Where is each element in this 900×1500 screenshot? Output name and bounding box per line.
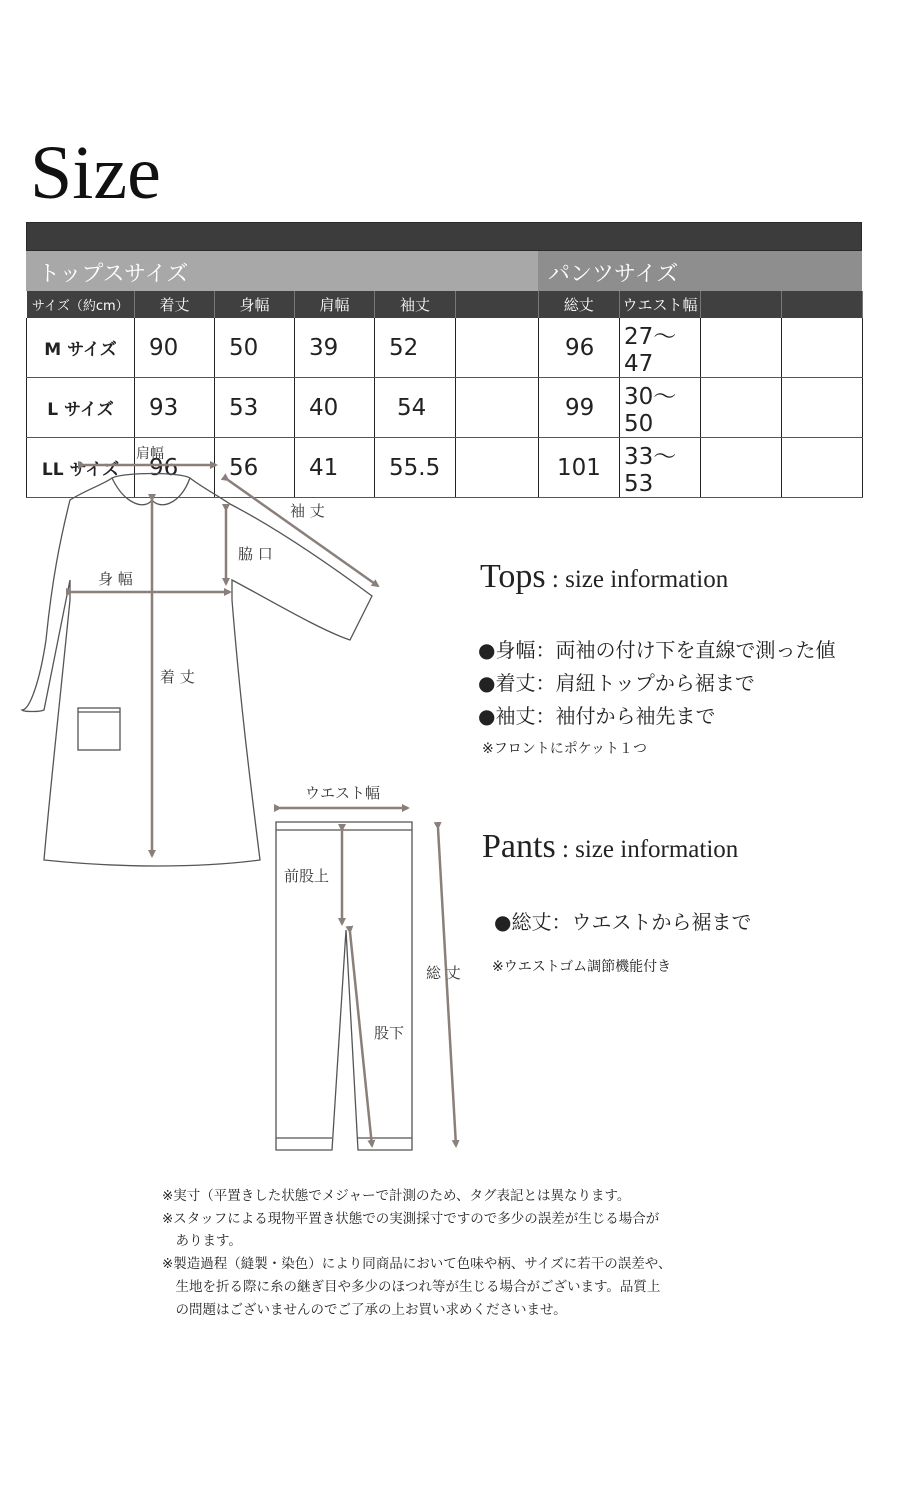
tops-note-3: ●袖丈：袖付から袖先まで	[478, 704, 716, 728]
cell: 90	[135, 318, 215, 378]
cell: 93	[135, 378, 215, 438]
tops-heading-sub: : size information	[545, 566, 729, 593]
footnote-line-2: ※スタッフによる現物平置き状態での実測採寸ですので多少の誤差が生じる場合が	[162, 1211, 660, 1227]
row-label: M サイズ	[27, 318, 135, 378]
tops-heading	[480, 558, 728, 596]
cell: 27～47	[620, 318, 701, 378]
col-header-waist: ウエスト幅	[620, 291, 701, 318]
label-matashita: 股下	[374, 1024, 405, 1042]
pants-heading-text: Pants	[482, 828, 556, 865]
cell: 55.5	[375, 438, 456, 498]
footnote-line-6: の問題はございませんのでご了承の上お買い求めくださいませ。	[162, 1302, 567, 1318]
col-header-kataha: 肩幅	[295, 291, 375, 318]
col-header-size: サイズ（約cm）	[27, 291, 135, 318]
label-soutake: 総 丈	[426, 964, 461, 982]
cell: 101	[539, 438, 620, 498]
label-maematagami: 前股上	[284, 867, 330, 885]
cell: 39	[295, 318, 375, 378]
tops-note-1: ●身幅：両袖の付け下を直線で測った値	[478, 638, 836, 662]
footnote-line-1: ※実寸（平置きした状態でメジャーで計測のため、タグ表記とは異なります。	[162, 1188, 631, 1204]
cell: 53	[215, 378, 295, 438]
col-header-kitake: 着丈	[135, 291, 215, 318]
tops-heading-text: Tops	[480, 558, 546, 595]
pants-heading-sub: : size information	[555, 836, 739, 863]
row-label: LL サイズ	[27, 438, 135, 498]
cell: 96	[539, 318, 620, 378]
label-mihaba: 身 幅	[98, 570, 133, 588]
tops-small-note: ※フロントにポケット１つ	[482, 741, 648, 757]
footnote-line-3: あります。	[162, 1233, 242, 1249]
cell: 96	[135, 438, 215, 498]
page-title: Size	[30, 131, 161, 215]
cell: 50	[215, 318, 295, 378]
cell: 99	[539, 378, 620, 438]
footnote-line-5: 生地を折る際に糸の継ぎ目や多少のほつれ等が生じる場合がございます。品質上	[162, 1279, 661, 1295]
cell: 33～53	[620, 438, 701, 498]
cell: 41	[295, 438, 375, 498]
label-sodetake: 袖 丈	[290, 502, 325, 520]
label-kataha: 肩幅	[136, 446, 164, 462]
tops-size-label: トップスサイズ	[38, 262, 189, 287]
col-header-mihaba: 身幅	[215, 291, 295, 318]
tops-note-2: ●着丈：肩紐トップから裾まで	[478, 671, 755, 695]
cell: 54	[375, 378, 456, 438]
col-header-sodetake: 袖丈	[375, 291, 456, 318]
pants-small-note: ※ウエストゴム調節機能付き	[492, 959, 672, 975]
label-waist: ウエスト幅	[305, 784, 381, 802]
pants-size-label: パンツサイズ	[548, 262, 679, 287]
row-label: L サイズ	[27, 378, 135, 438]
footnote-line-4: ※製造過程（縫製・染色）により同商品において色味や柄、サイズに若干の誤差や、	[162, 1256, 672, 1272]
cell: 56	[215, 438, 295, 498]
cell: 52	[375, 318, 456, 378]
label-wakiguchi: 脇 口	[238, 545, 273, 563]
cell: 30～50	[620, 378, 701, 438]
label-kitake: 着 丈	[160, 668, 195, 686]
cell: 40	[295, 378, 375, 438]
pants-heading	[482, 828, 738, 866]
pants-note-1: ●総丈：ウエストから裾まで	[494, 910, 752, 934]
col-header-soutake: 総丈	[539, 291, 620, 318]
